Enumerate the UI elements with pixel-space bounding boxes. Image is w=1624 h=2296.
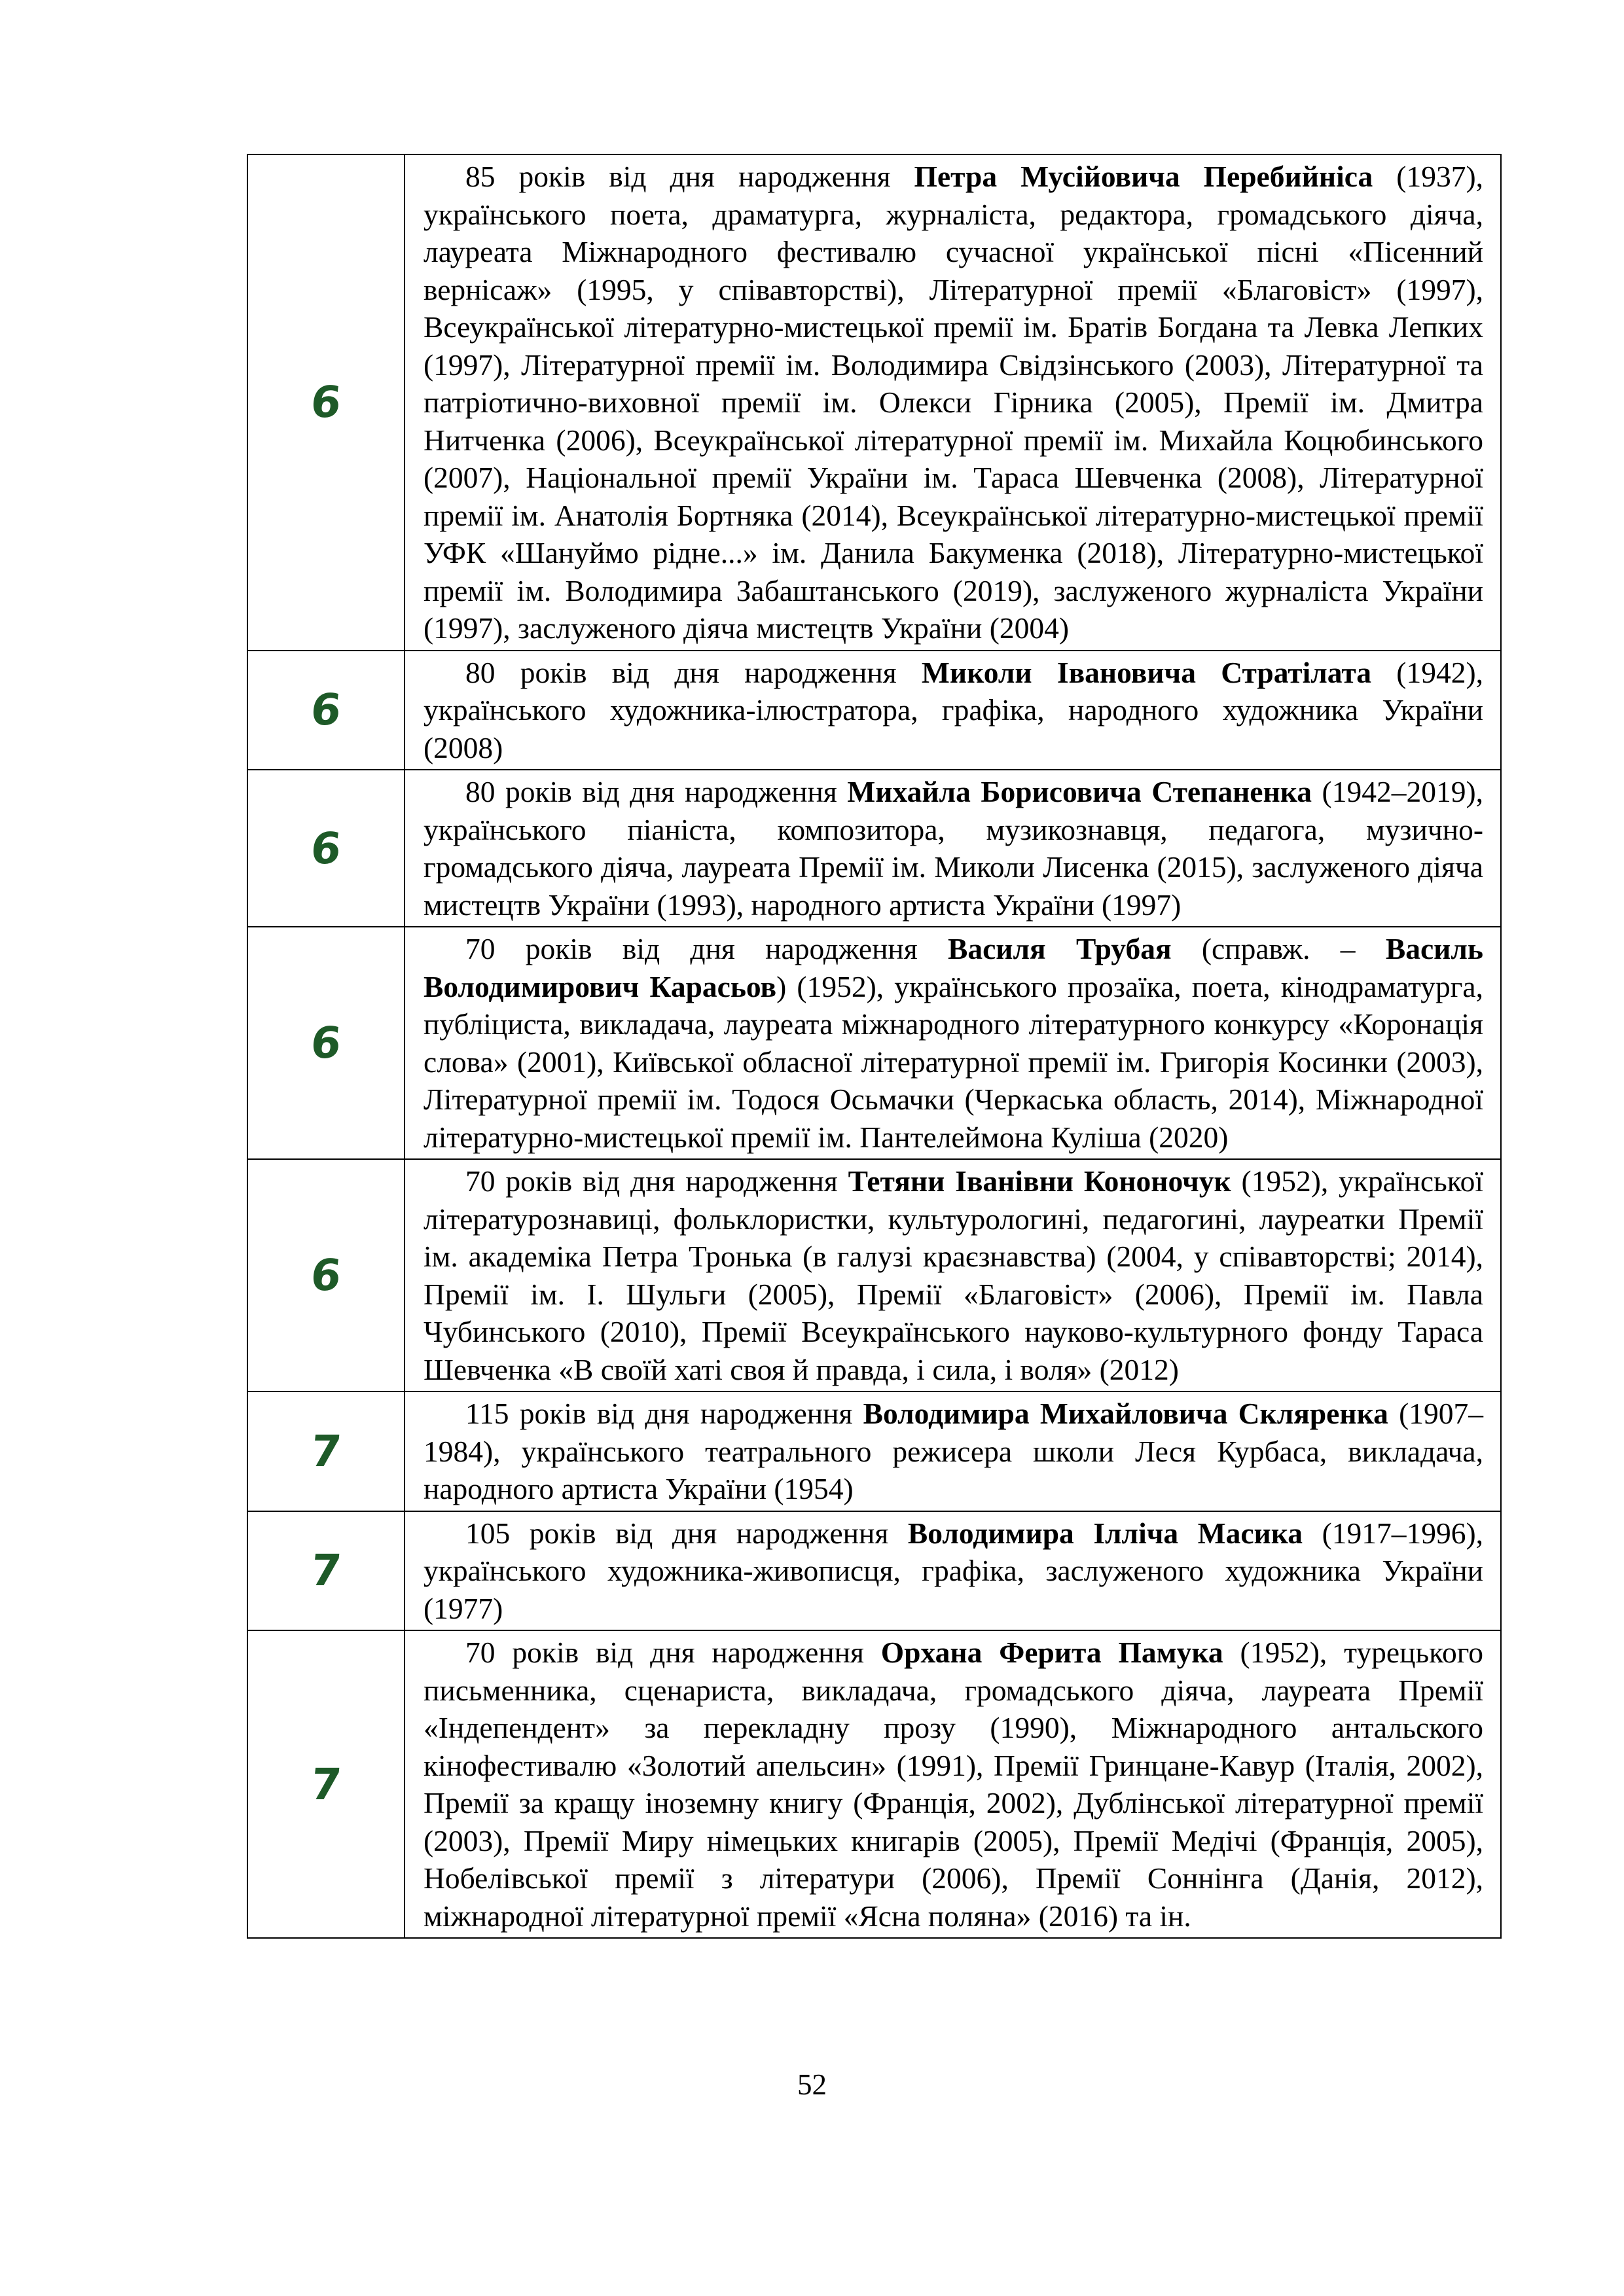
person-name: Василя Трубая xyxy=(948,932,1172,965)
entry-text xyxy=(405,1512,1500,1630)
entry-text-segment: 80 років від дня народження xyxy=(465,655,922,689)
day-cell xyxy=(247,1159,405,1391)
entry-text-segment: 70 років від дня народження xyxy=(465,932,948,965)
table-row xyxy=(247,651,1501,770)
entry-text xyxy=(405,927,1500,1158)
person-name: Тетяни Іванівни Кононочук xyxy=(848,1164,1231,1198)
entry-cell xyxy=(405,154,1501,651)
person-name: Володимира Михайловича Скляренка xyxy=(863,1397,1388,1430)
table-row xyxy=(247,770,1501,927)
anniversary-table xyxy=(247,154,1502,1939)
day-cell xyxy=(247,1511,405,1631)
person-name: Петра Мусійовича Перебийніса xyxy=(914,160,1373,193)
day-number: 6 xyxy=(308,377,344,428)
entry-text xyxy=(405,1160,1500,1391)
table-row xyxy=(247,1630,1501,1938)
entry-text xyxy=(405,1392,1500,1511)
person-name: Орхана Ферита Памука xyxy=(880,1636,1223,1669)
entry-text xyxy=(405,155,1500,650)
entry-text-segment: (1942), українського художника-ілюстратора, графіка, народного художника України (2008) xyxy=(424,655,1483,764)
entry-cell xyxy=(405,1391,1501,1511)
entry-text xyxy=(405,1631,1500,1937)
day-number: 6 xyxy=(308,823,344,874)
person-name: Володимира Ілліча Масика xyxy=(907,1516,1303,1550)
day-number: 7 xyxy=(308,1545,344,1596)
entry-text-segment: (1907–1984), українського театрального режисера школи Леся Курбаса, викладача, народного артиста України (1954) xyxy=(424,1397,1483,1505)
day-cell xyxy=(247,770,405,927)
entry-text-segment: (1952), турецького письменника, сценариста, викладача, громадського діяча, лауреата Премії «Індепендент» за перекладну прозу (1990), Міжнародного антальского кінофестивалю «Золотий апельсин» (1991), Премії Гринцане-Кавур (Італія, 2002), Премії за кращу іноземну книгу (Франція, 2002), Дублінської літературної премії (2003), Премії Миру німецьких книгарів (2005), Премії Медічі (Франція, 2005), Нобелівської премії з літератури (2006), Премії Соннінга (Данія, 2012), міжнародної літературної премії «Ясна поляна» (2016) та ін. xyxy=(424,1636,1483,1933)
day-cell xyxy=(247,651,405,770)
entry-text xyxy=(405,651,1500,770)
entry-text-segment: ) (1952), українського прозаїка, поета, кінодраматурга, публіциста, викладача, лауреата міжнародного літературного конкурсу «Коронація слова» (2001), Київської обласної літературної премії ім. Григорія Косинки (2003), Літературної премії ім. Тодося Осьмачки (Черкаська область, 2014), Міжнародної літературно-мистецької премії ім. Пантелеймона Куліша (2020) xyxy=(424,969,1483,1154)
table-row xyxy=(247,154,1501,651)
day-number: 7 xyxy=(308,1759,344,1810)
person-name: Василь Володимирович Карасьов xyxy=(424,932,1483,1003)
entry-cell xyxy=(405,651,1501,770)
page-number: 52 xyxy=(797,2068,827,2101)
table-body xyxy=(247,154,1501,1938)
table-row xyxy=(247,1511,1501,1631)
entry-text-segment: 70 років від дня народження xyxy=(465,1636,881,1669)
person-name: Миколи Івановича Стратілата xyxy=(921,655,1372,689)
day-cell xyxy=(247,1391,405,1511)
person-name: Михайла Борисовича Степаненка xyxy=(847,775,1312,808)
entry-text-segment: 115 років від дня народження xyxy=(465,1397,863,1430)
entry-text-segment: 80 років від дня народження xyxy=(465,775,848,808)
table-row xyxy=(247,1391,1501,1511)
entry-text-segment: (справж. – xyxy=(1171,932,1386,965)
day-cell xyxy=(247,1630,405,1938)
day-cell xyxy=(247,154,405,651)
entry-text-segment: 85 років від дня народження xyxy=(465,160,914,193)
day-number: 6 xyxy=(308,685,344,736)
entry-cell xyxy=(405,1630,1501,1938)
day-number: 7 xyxy=(308,1426,344,1477)
entry-text-segment: (1942–2019), українського піаніста, композитора, музикознавця, педагога, музично-громадського діяча, лауреата Премії ім. Миколи Лисенка (2015), заслуженого діяча мистецтв України (1993), народного артиста України (1997) xyxy=(424,775,1483,922)
entry-cell xyxy=(405,927,1501,1159)
entry-cell xyxy=(405,770,1501,927)
entry-text-segment: (1937), українського поета, драматурга, журналіста, редактора, громадського діяча, лауреата Міжнародного фестивалю сучасної української пісні «Пісенний вернісаж» (1995, у співавторстві), Літературної премії «Благовіст» (1997), Всеукраїнської літературно-мистецької премії ім. Братів Богдана та Левка Лепких (1997), Літературної премії ім. Володимира Свідзінського (2003), Літературної та патріотично-виховної премії ім. Олекси Гірника (2005), Премії ім. Дмитра Нитченка (2006), Всеукраїнської літературної премії ім. Михайла Коцюбинського (2007), Національної премії України ім. Тараса Шевченка (2008), Літературної премії ім. Анатолія Бортняка (2014), Всеукраїнської літературно-мистецької премії УФК «Шануймо рідне...» ім. Данила Бакуменка (2018), Літературно-мистецької премії ім. Володимира Забаштанського (2019), заслуженого журналіста України (1997), заслуженого діяча мистецтв України (2004) xyxy=(424,160,1483,645)
entry-text-segment: 70 років від дня народження xyxy=(465,1164,848,1198)
entry-cell xyxy=(405,1159,1501,1391)
entry-cell xyxy=(405,1511,1501,1631)
entry-text-segment: (1952), української літературознавиці, фольклористки, культурологині, педагогині, лауреатки Премії ім. академіка Петра Тронька (в галузі краєзнавства) (2004, у співавторстві; 2014), Премії ім. І. Шульги (2005), Премії «Благовіст» (2006), Премії ім. Павла Чубинського (2010), Премії Всеукраїнського науково-культурного фонду Тараса Шевченка «В своїй хаті своя й правда, і сила, і воля» (2012) xyxy=(424,1164,1483,1386)
entry-text xyxy=(405,770,1500,926)
entry-text-segment: (1917–1996), українського художника-живописця, графіка, заслуженого художника України (1977) xyxy=(424,1516,1483,1625)
table-row xyxy=(247,927,1501,1159)
table-row xyxy=(247,1159,1501,1391)
day-number: 6 xyxy=(308,1250,344,1300)
day-cell xyxy=(247,927,405,1159)
entry-text-segment: 105 років від дня народження xyxy=(465,1516,908,1550)
day-number: 6 xyxy=(308,1018,344,1068)
